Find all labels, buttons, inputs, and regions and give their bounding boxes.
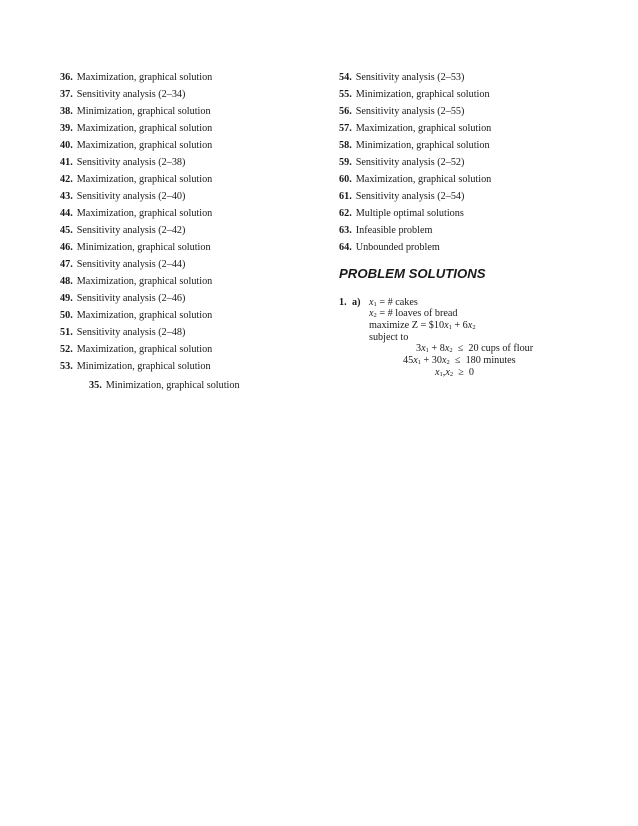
item-text: Minimization, graphical solution [76, 361, 211, 372]
list-item [60, 120, 212, 137]
item-text: Sensitivity analysis (2–34) [76, 89, 186, 100]
item-number: 55. [339, 89, 352, 100]
section-heading: PROBLEM SOLUTIONS [339, 266, 486, 281]
item-number: 48. [60, 276, 73, 287]
item-text: Sensitivity analysis (2–38) [76, 157, 186, 168]
list-item [60, 341, 212, 358]
list-item [60, 188, 212, 205]
item-text: Sensitivity analysis (2–55) [355, 106, 465, 117]
list-item [60, 307, 212, 324]
item-text: Maximization, graphical solution [76, 310, 213, 321]
item-text: Minimization, graphical solution [355, 140, 490, 151]
item-text: Minimization, graphical solution [105, 380, 240, 391]
item-text: Maximization, graphical solution [355, 123, 492, 134]
list-item [60, 205, 212, 222]
list-item [60, 358, 212, 375]
list-item [339, 69, 491, 86]
item-number: 36. [60, 72, 73, 83]
item-number: 42. [60, 174, 73, 185]
list-item [339, 171, 491, 188]
list-item [60, 324, 212, 341]
list-item [339, 120, 491, 137]
item-text: Multiple optimal solutions [355, 208, 464, 219]
problem-1a-solution [339, 296, 599, 386]
item-number: 40. [60, 140, 73, 151]
item-number: 54. [339, 72, 352, 83]
item-number: 59. [339, 157, 352, 168]
list-item [339, 239, 491, 256]
item-number: 63. [339, 225, 352, 236]
item-text: Unbounded problem [355, 242, 440, 253]
item-number: 53. [60, 361, 73, 372]
list-item [339, 86, 491, 103]
item-text: Maximization, graphical solution [76, 140, 213, 151]
right-answer-list [339, 69, 491, 256]
item-number: 58. [339, 140, 352, 151]
decision-variable-1: $x_1$ = # cakes [369, 297, 418, 308]
item-number: 50. [60, 310, 73, 321]
constraint-flour: $3x_1 + 8x_2 \le 20$ cups of flour [416, 343, 534, 354]
item-number: 57. [339, 123, 352, 134]
item-number: 64. [339, 242, 352, 253]
list-item [339, 137, 491, 154]
item-text: Minimization, graphical solution [76, 106, 211, 117]
item-number: 46. [60, 242, 73, 253]
item-text: Minimization, graphical solution [76, 242, 211, 253]
item-text: Sensitivity analysis (2–52) [355, 157, 465, 168]
item-number: 35. [89, 380, 102, 391]
list-item [60, 273, 212, 290]
subject-to-label: subject to [369, 332, 409, 343]
list-item [339, 154, 491, 171]
item-text: Maximization, graphical solution [76, 72, 213, 83]
left-answer-list [60, 69, 212, 375]
item-number: 61. [339, 191, 352, 202]
constraint-minutes: $45x_1 + 30x_2 \le 180$ minutes [403, 355, 516, 366]
item-text: Maximization, graphical solution [355, 174, 492, 185]
item-text: Maximization, graphical solution [76, 174, 213, 185]
item-text: Maximization, graphical solution [76, 344, 213, 355]
list-item [60, 103, 212, 120]
item-number: 47. [60, 259, 73, 270]
item-number: 44. [60, 208, 73, 219]
item-number: 41. [60, 157, 73, 168]
item-text: Maximization, graphical solution [76, 123, 213, 134]
problem-number: 1. [339, 297, 347, 308]
list-item [60, 171, 212, 188]
list-item [60, 154, 212, 171]
list-item [60, 222, 212, 239]
list-item [339, 222, 491, 239]
list-item [60, 69, 212, 86]
item-text: Sensitivity analysis (2–48) [76, 327, 186, 338]
item-number: 37. [60, 89, 73, 100]
item-number: 43. [60, 191, 73, 202]
item-text: Infeasible problem [355, 225, 433, 236]
part-label: a) [352, 297, 361, 308]
item-text: Sensitivity analysis (2–44) [76, 259, 186, 270]
item-number: 62. [339, 208, 352, 219]
list-item [60, 86, 212, 103]
item-number: 45. [60, 225, 73, 236]
list-item [60, 239, 212, 256]
item-text: Sensitivity analysis (2–53) [355, 72, 465, 83]
list-item [60, 137, 212, 154]
constraint-nonnegativity: $x_1,x_2 \ge 0$ [435, 367, 474, 378]
item-text: Maximization, graphical solution [76, 208, 213, 219]
item-text: Maximization, graphical solution [76, 276, 213, 287]
list-item [60, 256, 212, 273]
item-text: Sensitivity analysis (2–54) [355, 191, 465, 202]
list-item [339, 205, 491, 222]
objective-function: maximize $Z = \$10x_1 + 6x_2$ [369, 320, 476, 331]
item-number: 49. [60, 293, 73, 304]
list-item [339, 103, 491, 120]
item-number: 38. [60, 106, 73, 117]
item-number: 56. [339, 106, 352, 117]
item-number: 39. [60, 123, 73, 134]
item-text: Minimization, graphical solution [355, 89, 490, 100]
extra-list-item [89, 377, 240, 394]
item-number: 52. [60, 344, 73, 355]
list-item [339, 188, 491, 205]
decision-variable-2: $x_2$ = # loaves of bread [369, 308, 458, 319]
item-text: Sensitivity analysis (2–42) [76, 225, 186, 236]
item-number: 51. [60, 327, 73, 338]
list-item [60, 290, 212, 307]
item-text: Sensitivity analysis (2–40) [76, 191, 186, 202]
item-number: 60. [339, 174, 352, 185]
item-text: Sensitivity analysis (2–46) [76, 293, 186, 304]
